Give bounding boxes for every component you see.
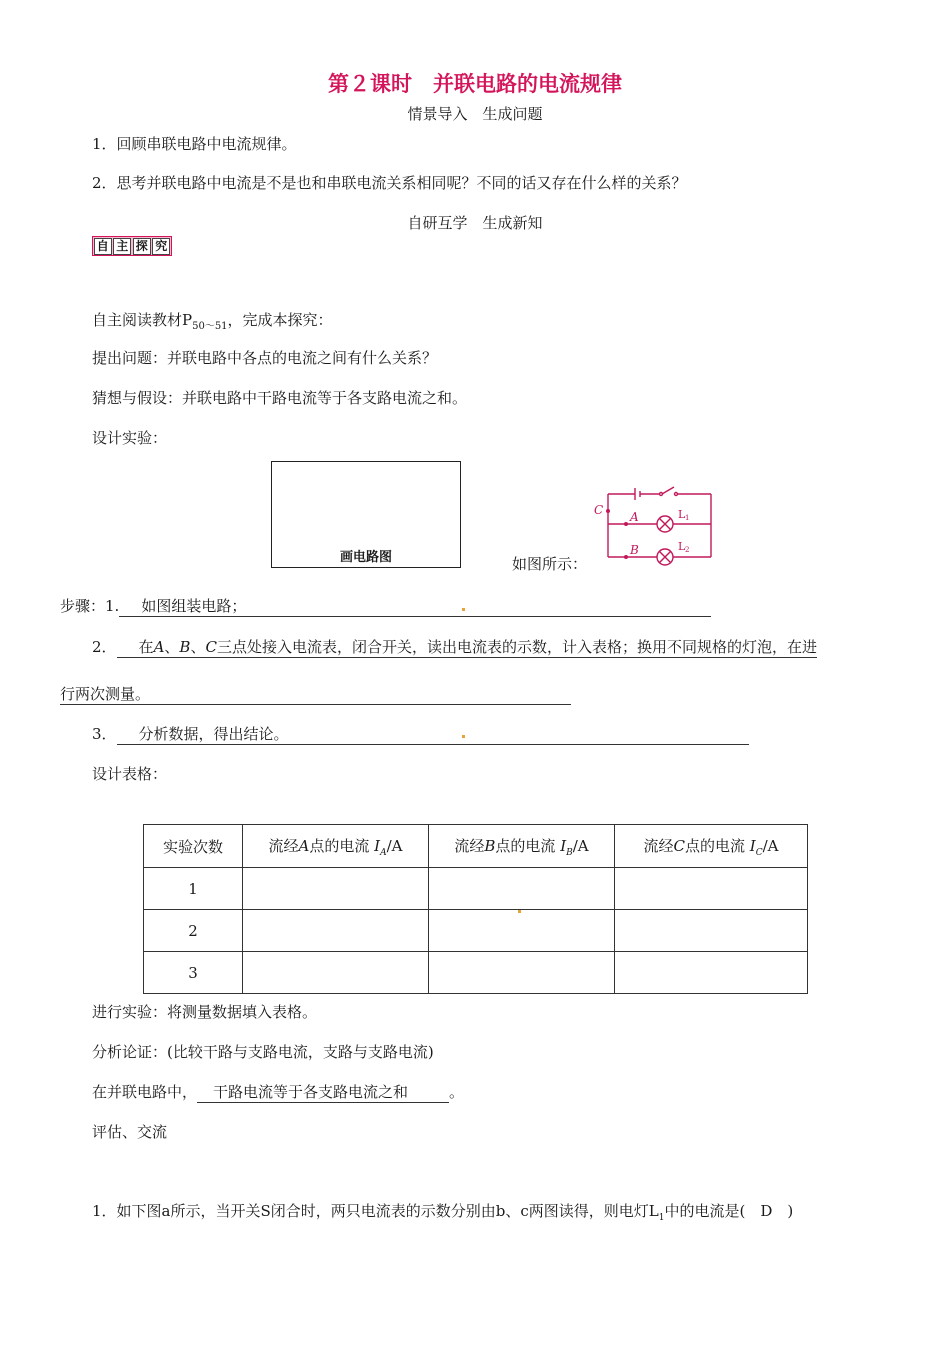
question-1: 1．回顾串联电路中电流规律。 [92,135,297,153]
badge-char: 主 [113,238,131,255]
step-2-text-start: 在 [138,638,154,656]
conclusion-answer [197,1081,449,1103]
step-3-answer [117,723,749,745]
point-c-label: C [594,503,604,517]
conclusion-answer-text: 干路电流等于各支路电流之和 [213,1083,409,1101]
table-row [144,910,808,952]
separator: 、 [164,638,180,656]
design-table-label: 设计表格： [92,765,168,783]
step-3-number: 3． [92,725,117,743]
badge-char: 探 [133,238,151,255]
table-header-cell: 流经A点的电流 $I_A/A$ [243,825,429,868]
lamp-l2-sub: 2 [685,546,690,554]
analysis: 分析论证：(比较干路与支路电流，支路与支路电流) [92,1043,434,1061]
step-1-text: 如图组装电路； [141,597,247,615]
exercise-1 [92,1200,793,1223]
step-2-continued [60,683,571,705]
table-cell [243,910,429,952]
question-2: 2．思考并联电路中电流是不是也和串联电流关系相同呢？不同的话又存在什么样的关系？ [92,174,687,192]
lamp-l2-label: L [678,540,686,553]
var-a: A [153,638,165,656]
design-experiment-label: 设计实验： [92,429,168,447]
table-header-cell: 流经B点的电流 $I_B/A$ [429,825,615,868]
raise-question: 提出问题：并联电路中各点的电流之间有什么关系？ [92,349,438,367]
hypothesis: 猜想与假设：并联电路中干路电流等于各支路电流之和。 [92,389,468,407]
table-header-cell: 流经C点的电流 $I_C/A$ [615,825,808,868]
section-heading-study: 自研互学 生成新知 [407,214,543,232]
table-cell [615,868,808,910]
badge-char: 自 [94,238,112,255]
table-cell [615,910,808,952]
exercise-1-sub: 1 [658,1213,665,1223]
table-header-cell: 实验次数 [144,825,243,868]
marker-dot [462,608,465,611]
self-study-badge [92,236,172,256]
step-3-text: 分析数据，得出结论。 [138,725,289,743]
reading-instruction [92,309,333,332]
as-shown-text: 如图所示： [512,555,588,573]
table-cell [615,952,808,994]
parallel-circuit-diagram [590,484,715,569]
marker-dot [518,910,521,913]
step-2-number: 2． [92,638,117,656]
section-heading-intro: 情景导入 生成问题 [407,105,543,123]
exercise-1-text: 1．如下图a所示，当开关S闭合时，两只电流表的示数分别由b、c两图读得，则电灯L [92,1202,659,1220]
var-c: C [205,638,217,656]
lamp-l1-sub: 1 [685,514,690,522]
step-2-text: 三点处接入电流表，闭合开关，读出电流表的示数，计入表格；换用不同规格的灯泡，在进 [216,638,817,656]
step-3 [92,723,749,745]
draw-circuit-label: 画电路图 [339,550,392,565]
exercise-1-answer: 中的电流是( D ) [664,1202,794,1220]
table-cell [429,910,615,952]
table-row [144,868,808,910]
trial-number-cell: 1 [144,868,243,910]
conduct-experiment: 进行实验：将测量数据填入表格。 [92,1003,318,1021]
badge-char: 究 [152,238,170,255]
page-title: 第２课时 并联电路的电流规律 [328,71,622,96]
point-a-label: A [630,510,639,524]
steps-label: 步骤：1. [60,597,120,615]
step-1 [60,595,711,617]
conclusion-end: 。 [449,1083,465,1101]
table-cell [429,868,615,910]
trial-number-cell: 3 [144,952,243,994]
table-cell [429,952,615,994]
page-range: 50～51 [192,321,228,332]
reading-text: 自主阅读教材P [92,311,193,329]
conclusion-text: 在并联电路中， [92,1083,198,1101]
separator: 、 [190,638,206,656]
table-cell [243,952,429,994]
step-2-continued-text: 行两次测量。 [60,683,571,705]
conclusion [92,1081,464,1103]
step-1-answer [119,595,711,617]
point-b-label: B [630,543,639,557]
evaluate-heading: 评估、交流 [92,1123,168,1141]
step-2-answer [117,636,817,658]
step-2 [92,636,817,658]
data-table [143,824,808,994]
table-row [144,952,808,994]
table-header-row [144,825,808,868]
var-b: B [179,638,191,656]
reading-text-end: ，完成本探究： [227,311,333,329]
trial-number-cell: 2 [144,910,243,952]
marker-dot [462,735,465,738]
draw-circuit-box [271,461,461,568]
lamp-l1-label: L [678,508,686,521]
table-cell [243,868,429,910]
